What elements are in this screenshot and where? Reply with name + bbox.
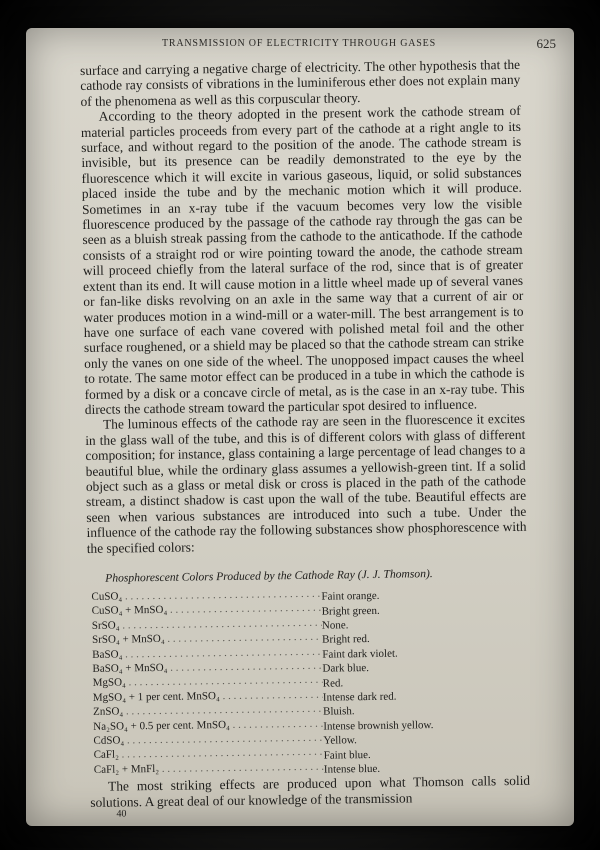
substance-cell: CuSO₄ . . . [91,589,321,603]
color-cell: Red. [322,677,344,690]
page-number: 625 [536,36,556,51]
substance-cell: SrSO₄ . . . [92,617,322,631]
paragraph-3: The luminous effects of the cathode ray are seen in the fluorescence it excites in the glass wall of the tube, and this is of different colors with glass of different composition; for instance, glass containing a large percentage of lead changes to a beautiful blue, while the ordinary glass assumes a yellowish-green tint. If a solid object such as a glass or metal disk or cross is placed in the path of the cathode stream, a distinct shadow is cast upon the wall of the tube. Beautiful effects are seen when various substances are introduced into such a tube. Under the influence of the cathode ray the following substances show phosphorescence with the specified colors: [85,411,527,556]
color-cell: Intense brownish yellow. [323,718,434,733]
paragraph-1: surface and carrying a negative charge of electricity. The other hypothesis that the cathode ray consists of vibrations in the luminiferous ether does not explain many of the phenomena as well as this corpuscular theory. [80,56,521,109]
book-page [26,28,574,826]
table-caption: Phosphorescent Colors Produced by the Cathode Ray (J. J. Thomson). [105,567,433,585]
color-cell: Intense blue. [323,762,381,776]
substance-cell: Na₂SO₄ + 0.5 per cent. MnSO₄ . . . [93,718,323,732]
phosphorescence-table [91,587,434,779]
color-cell: Faint orange. [321,590,380,603]
paragraph-2: According to the theory adopted in the present work the cathode stream of material particles proceeds from every part of the cathode at a right angle to its surface, and without regard to the position of the anode. The cathode stream is invisible, but its presence can be readily demonstrated to the eye by the fluorescence which it will excite in various gaseous, liquid, or solid substances placed inside the tube and by the mechanic motion which it will produce. Sometimes in an x-ray tube if the vacuum becomes very low the visible fluorescence produced by the passage of the cathode ray through the gas can be seen as a bluish streak passing from the cathode to the anticathode. If the cathode consists of a straight rod or wire pointing toward the anode, the cathode stream will proceed chiefly from the lateral surface of the rod, since that is of greater extent than its end. It will cause motion in a little wheel made up of several vanes or fan-like disks revolving on an axle in the same way that a current of air or water produces motion in a wind-mill or a water-mill. The best arrangement is to have one surface of each vane covered with polished metal foil and the other surface roughened, or a shield may be placed so that the cathode stream can strike only the vanes on one side of the wheel. The unopposed impact causes the wheel to rotate. The same motor effect can be produced in a tube in which the cathode is formed by a disk or a concave circle of metal, as is the case in an x-ray tube. This directs the cathode stream toward the particular spot desired to influence. [80,103,525,417]
substance-cell: CdSO₄ . . . [93,733,323,747]
color-cell: Bright red. [321,633,370,647]
substance-cell: CaFl₂ . . . [94,747,324,761]
color-cell: None. [321,619,349,632]
substance-cell: CaFl₂ + MnFl₂ . . . [94,762,324,776]
color-cell: Dark blue. [322,662,370,675]
substance-cell: CuSO₄ + MnSO₄ . . . [92,603,322,617]
running-title: TRANSMISSION OF ELECTRICITY THROUGH GASES [162,38,436,49]
color-cell: Faint blue. [323,748,371,762]
substance-cell: MgSO₄ . . . [93,675,323,689]
page-body [80,57,531,823]
substance-cell: MgSO₄ + 1 per cent. MnSO₄ . . . [93,690,323,704]
color-cell: Bright green. [321,604,380,618]
substance-cell: SrSO₄ + MnSO₄ . . . [92,632,322,646]
running-header [162,38,556,49]
color-cell: Bluish. [323,705,355,719]
color-cell: Faint dark violet. [322,647,398,661]
closing-paragraph: The most striking effects are produced upon what Thomson calls solid solutions. A great deal of our knowledge of the transmission [90,773,531,810]
substance-cell: BaSO₄ + MnSO₄ . . . [92,661,322,675]
substance-cell: ZnSO₄ . . . [93,704,323,718]
signature-mark: 40 [116,808,127,820]
color-cell: Intense dark red. [322,690,397,704]
substance-cell: BaSO₄ . . . [92,646,322,660]
color-cell: Yellow. [323,734,357,747]
